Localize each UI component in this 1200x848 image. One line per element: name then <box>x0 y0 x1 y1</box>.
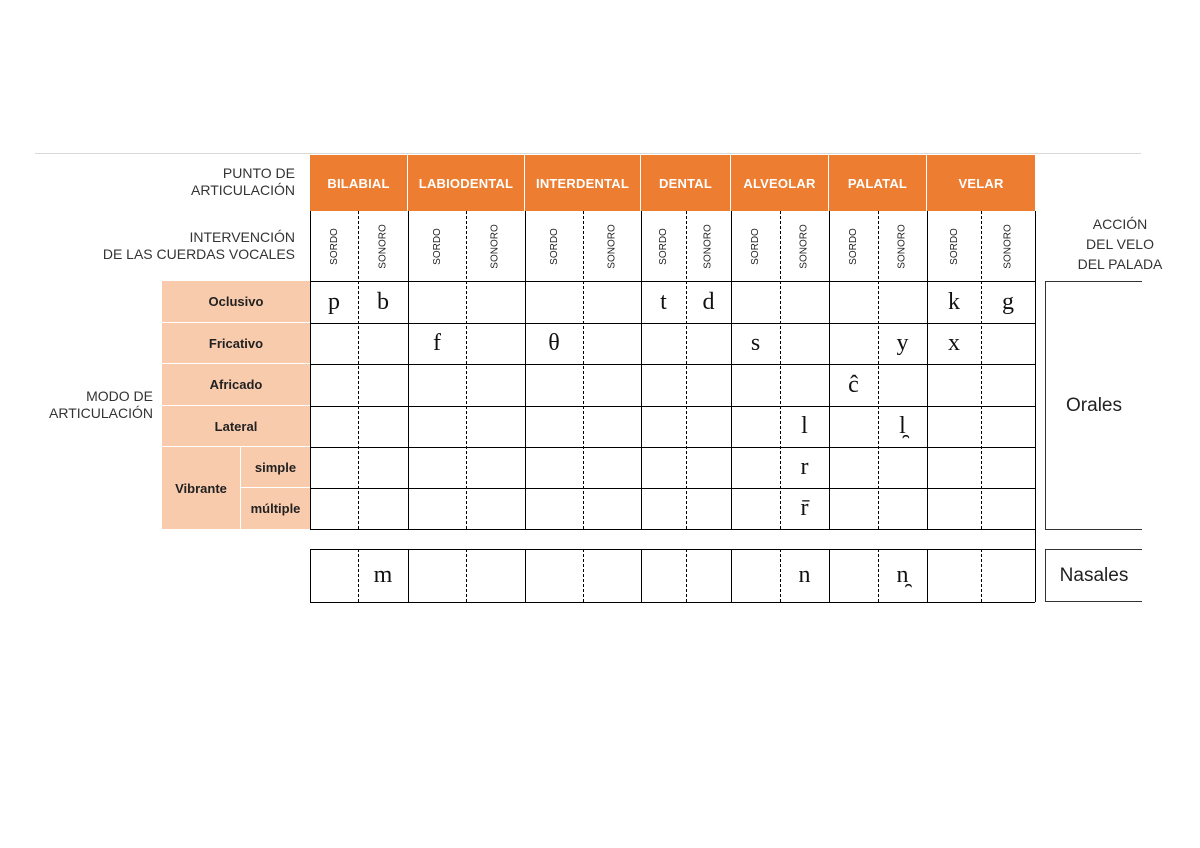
phoneme-cell-oclusivo: t <box>660 288 667 315</box>
phoneme-cell-fricativo <box>981 323 1035 364</box>
voicing-sordo <box>731 211 780 281</box>
voicing-sordo <box>927 211 981 281</box>
phoneme-cell-oclusivo: p <box>328 288 340 315</box>
phoneme-cell-africado <box>981 364 1035 406</box>
voicing-sonoro <box>878 211 927 281</box>
phoneme-cell-oclusivo: k <box>948 288 960 315</box>
phoneme-cell-fricativo <box>310 323 358 364</box>
phoneme-cell-nasal <box>466 549 525 602</box>
phoneme-cell-fricativo: x <box>948 330 960 356</box>
phoneme-cell-africado <box>525 364 583 406</box>
voicing-label: SORDO <box>657 227 669 265</box>
phoneme-cell-simple <box>829 447 878 488</box>
phoneme-cell-oclusivo <box>829 281 878 323</box>
phoneme-cell-oclusivo: d <box>702 288 715 315</box>
phoneme-cell-lateral <box>408 406 466 447</box>
phoneme-cell-nasal: n̯ <box>896 562 909 588</box>
manner-fricativo: Fricativo <box>162 323 310 364</box>
phoneme-cell-fricativo <box>466 323 525 364</box>
phoneme-cell-nasal <box>686 549 731 602</box>
phoneme-cell-lateral <box>731 406 780 447</box>
modo-line1: MODO DE <box>86 388 153 404</box>
phoneme-cell-simple <box>583 447 641 488</box>
phoneme-cell-fricativo <box>358 323 408 364</box>
connector-line <box>1035 529 1036 549</box>
phoneme-cell-africado <box>466 364 525 406</box>
column-line <box>1035 211 1036 529</box>
phoneme-cell-simple <box>641 447 686 488</box>
phoneme-cell-simple: r <box>800 454 809 480</box>
voicing-label: SONORO <box>702 223 714 269</box>
phoneme-cell-multiple <box>358 488 408 529</box>
voicing-label: SORDO <box>431 227 443 265</box>
place-palatal: PALATAL <box>829 155 927 211</box>
voicing-label: SONORO <box>606 223 618 269</box>
manner-oclusivo: Oclusivo <box>162 281 310 323</box>
place-velar: VELAR <box>927 155 1035 211</box>
phoneme-cell-africado <box>583 364 641 406</box>
phoneme-cell-africado <box>686 364 731 406</box>
voicing-label: SONORO <box>1002 223 1014 269</box>
place-bilabial: BILABIAL <box>310 155 408 211</box>
manner-multiple: múltiple <box>241 488 310 529</box>
phoneme-cell-lateral: l <box>801 413 808 439</box>
punto-line2: ARTICULACIÓN <box>191 182 295 198</box>
voicing-sordo <box>408 211 466 281</box>
phoneme-cell-africado <box>408 364 466 406</box>
accion-line1: ACCIÓN <box>1092 216 1148 232</box>
phoneme-cell-multiple <box>641 488 686 529</box>
phoneme-cell-lateral <box>466 406 525 447</box>
phoneme-cell-multiple <box>927 488 981 529</box>
voicing-label: SORDO <box>847 227 859 265</box>
phoneme-cell-africado <box>780 364 829 406</box>
voicing-label: SONORO <box>896 223 908 269</box>
manner-lateral: Lateral <box>162 406 310 447</box>
voicing-label: SORDO <box>328 227 340 265</box>
phoneme-cell-fricativo: s <box>750 330 761 356</box>
phoneme-cell-multiple <box>686 488 731 529</box>
voicing-sonoro <box>686 211 731 281</box>
voicing-label: SONORO <box>798 223 810 269</box>
phoneme-cell-nasal <box>981 549 1035 602</box>
phoneme-cell-nasal <box>731 549 780 602</box>
phoneme-cell-simple <box>927 447 981 488</box>
phoneme-cell-africado <box>731 364 780 406</box>
voicing-sonoro <box>981 211 1035 281</box>
phoneme-cell-lateral <box>686 406 731 447</box>
phoneme-cell-nasal <box>829 549 878 602</box>
phoneme-cell-fricativo: θ <box>548 330 560 356</box>
row-line <box>310 529 1035 530</box>
phoneme-cell-nasal: n <box>798 562 811 588</box>
voicing-sonoro <box>780 211 829 281</box>
punto-label <box>150 165 295 199</box>
nasal-row-line <box>310 602 1035 603</box>
orales-label: Orales <box>1066 394 1122 416</box>
intervencion-label <box>40 229 295 263</box>
phoneme-cell-oclusivo <box>583 281 641 323</box>
phoneme-cell-lateral <box>583 406 641 447</box>
phoneme-cell-africado <box>310 364 358 406</box>
phoneme-cell-nasal <box>583 549 641 602</box>
phoneme-cell-fricativo: f <box>433 330 441 356</box>
voicing-sordo <box>525 211 583 281</box>
phoneme-cell-multiple <box>731 488 780 529</box>
phoneme-cell-nasal <box>641 549 686 602</box>
voicing-label: SORDO <box>948 227 960 265</box>
modo-label <box>20 388 153 422</box>
manner-simple: simple <box>241 447 310 488</box>
phoneme-cell-multiple <box>310 488 358 529</box>
phoneme-cell-nasal <box>310 549 358 602</box>
voicing-label: SONORO <box>489 223 501 269</box>
phoneme-cell-nasal <box>525 549 583 602</box>
phoneme-cell-fricativo <box>583 323 641 364</box>
manner-africado: Africado <box>162 364 310 406</box>
phoneme-cell-oclusivo: g <box>1002 288 1014 315</box>
phoneme-cell-oclusivo <box>780 281 829 323</box>
phoneme-cell-oclusivo <box>878 281 927 323</box>
phoneme-cell-lateral <box>358 406 408 447</box>
phoneme-cell-multiple <box>583 488 641 529</box>
phoneme-cell-simple <box>981 447 1035 488</box>
phoneme-cell-lateral <box>927 406 981 447</box>
phoneme-cell-lateral <box>525 406 583 447</box>
phoneme-cell-multiple <box>525 488 583 529</box>
voicing-sonoro <box>358 211 408 281</box>
punto-line1: PUNTO DE <box>222 165 295 181</box>
accion-line2: DEL VELO <box>1086 236 1154 252</box>
phoneme-cell-simple <box>878 447 927 488</box>
phoneme-cell-simple <box>466 447 525 488</box>
phoneme-cell-fricativo: y <box>896 330 909 356</box>
phoneme-cell-lateral <box>641 406 686 447</box>
phoneme-cell-fricativo <box>829 323 878 364</box>
phoneme-cell-simple <box>358 447 408 488</box>
intervencion-line1: INTERVENCIÓN <box>189 229 295 245</box>
phoneme-cell-nasal <box>927 549 981 602</box>
place-alveolar: ALVEOLAR <box>731 155 829 211</box>
voicing-sonoro <box>466 211 525 281</box>
phoneme-cell-oclusivo <box>466 281 525 323</box>
intervencion-line2: DE LAS CUERDAS VOCALES <box>102 246 295 262</box>
voicing-sonoro <box>583 211 641 281</box>
phoneme-cell-multiple <box>981 488 1035 529</box>
phoneme-cell-lateral <box>829 406 878 447</box>
phoneme-cell-africado <box>878 364 927 406</box>
phoneme-cell-simple <box>525 447 583 488</box>
phoneme-cell-oclusivo <box>525 281 583 323</box>
phoneme-cell-multiple <box>466 488 525 529</box>
phoneme-cell-multiple <box>408 488 466 529</box>
phoneme-cell-simple <box>731 447 780 488</box>
modo-line2: ARTICULACIÓN <box>49 405 153 421</box>
nasal-column-line <box>1035 549 1036 602</box>
voicing-label: SORDO <box>548 227 560 265</box>
phoneme-cell-fricativo <box>641 323 686 364</box>
place-labiodental: LABIODENTAL <box>408 155 525 211</box>
phoneme-cell-africado: ĉ <box>848 371 859 398</box>
phoneme-cell-simple <box>310 447 358 488</box>
voicing-sordo <box>829 211 878 281</box>
voicing-label: SORDO <box>749 227 761 265</box>
phoneme-cell-lateral: l̯ <box>899 413 906 439</box>
orales-box <box>1045 281 1142 530</box>
phoneme-cell-multiple <box>878 488 927 529</box>
place-dental: DENTAL <box>641 155 731 211</box>
phoneme-cell-oclusivo <box>731 281 780 323</box>
phoneme-cell-simple <box>686 447 731 488</box>
voicing-label: SONORO <box>377 223 389 269</box>
voicing-sordo <box>310 211 358 281</box>
phoneme-cell-lateral <box>310 406 358 447</box>
phoneme-cell-fricativo <box>780 323 829 364</box>
accion-label <box>1045 214 1195 274</box>
phoneme-cell-africado <box>927 364 981 406</box>
place-interdental: INTERDENTAL <box>525 155 641 211</box>
phoneme-cell-africado <box>358 364 408 406</box>
phoneme-cell-oclusivo <box>408 281 466 323</box>
nasales-box <box>1045 549 1142 602</box>
phoneme-cell-africado <box>641 364 686 406</box>
top-divider <box>35 153 1141 154</box>
phoneme-cell-fricativo <box>686 323 731 364</box>
accion-line3: DEL PALADA <box>1077 256 1163 272</box>
phoneme-cell-simple <box>408 447 466 488</box>
phoneme-cell-multiple: r̄ <box>800 495 809 521</box>
phoneme-cell-multiple <box>829 488 878 529</box>
phoneme-cell-lateral <box>981 406 1035 447</box>
nasales-label: Nasales <box>1059 564 1129 586</box>
phoneme-cell-nasal <box>408 549 466 602</box>
phoneme-cell-oclusivo: b <box>377 288 389 315</box>
manner-vibrante: Vibrante <box>162 447 241 529</box>
phoneme-cell-nasal: m <box>373 562 393 588</box>
voicing-sordo <box>641 211 686 281</box>
